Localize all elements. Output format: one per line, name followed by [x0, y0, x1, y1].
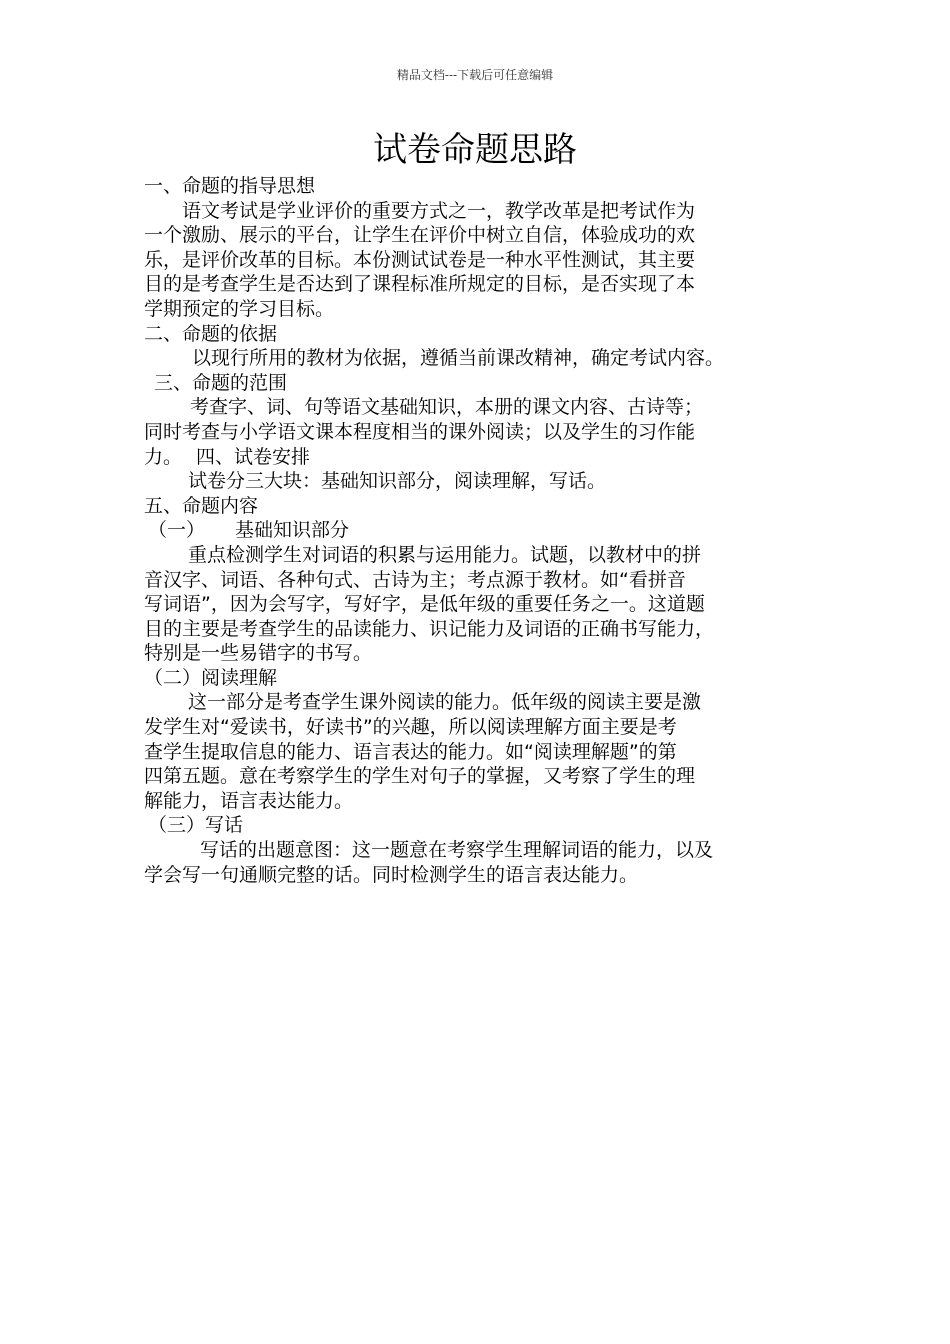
subsection-title: 基础知识部分 — [235, 519, 350, 542]
paragraph-line: 解能力，语言表达能力。 — [144, 789, 354, 812]
paragraph-line: 目的主要是考查学生的品读能力、识记能力及词语的正确书写能力， — [144, 617, 715, 640]
paragraph-line: 写词语”，因为会写字，写好字，是低年级的重要任务之一。这道题 — [144, 593, 705, 616]
paragraph-line: 这一部分是考查学生课外阅读的能力。低年级的阅读主要是激 — [188, 691, 702, 714]
section-heading-5: 五、命题内容 — [144, 494, 259, 517]
paragraph-line: 学会写一句通顺完整的话。同时检测学生的语言表达能力。 — [144, 863, 639, 886]
subsection-heading-1 — [144, 518, 824, 543]
section-heading-4: 四、试卷安排 — [196, 445, 311, 468]
paragraph-line: 特别是一些易错字的书写。 — [144, 642, 373, 665]
section-heading-2: 二、命题的依据 — [144, 322, 278, 345]
paragraph-line: 考查字、词、句等语文基础知识，本册的课文内容、古诗等； — [190, 396, 704, 419]
document-body — [144, 174, 824, 887]
paragraph-line: 音汉字、词语、各种句式、古诗为主；考点源于教材。如“看拼音 — [144, 568, 686, 591]
paragraph-line: 学期预定的学习目标。 — [144, 297, 335, 320]
paragraph-line: 写话的出题意图：这一题意在考察学生理解词语的能力，以及 — [200, 839, 714, 862]
paragraph-line: 四第五题。意在考察学生的学生对句子的掌握，又考察了学生的理 — [144, 765, 696, 788]
paragraph-line: 目的是考查学生是否达到了课程标准所规定的目标，是否实现了本 — [144, 273, 696, 296]
document-title: 试卷命题思路 — [373, 130, 577, 170]
page-header-note: 精品文档---下载后可任意编辑 — [396, 68, 554, 82]
section-heading-1: 一、命题的指导思想 — [144, 175, 316, 197]
subsection-heading-2: （二）阅读理解 — [144, 666, 278, 689]
section-heading-3: 三、命题的范围 — [154, 371, 288, 394]
paragraph-line-with-heading — [144, 445, 824, 470]
paragraph-line: 查学生提取信息的能力、语言表达的能力。如“阅读理解题”的第 — [144, 740, 677, 763]
subsection-heading-3: （三）写话 — [148, 814, 244, 837]
subsection-number: （一） — [148, 519, 206, 542]
paragraph-line: 重点检测学生对词语的积累与运用能力。试题，以教材中的拼 — [188, 543, 702, 566]
paragraph-line: 一个激励、展示的平台，让学生在评价中树立自信，体验成功的欢 — [144, 224, 696, 247]
paragraph-line: 发学生对“爱读书，好读书”的兴趣，所以阅读理解方面主要是考 — [144, 716, 677, 739]
paragraph-line: 同时考查与小学语文课本程度相当的课外阅读；以及学生的习作能 — [144, 420, 696, 443]
paragraph-line: 语文考试是学业评价的重要方式之一，教学改革是把考试作为 — [182, 199, 696, 222]
paragraph-text: 力。 — [144, 445, 183, 468]
paragraph-line: 以现行所用的教材为依据，遵循当前课改精神，确定考试内容。 — [192, 347, 725, 370]
paragraph-line: 试卷分三大块：基础知识部分，阅读理解，写话。 — [188, 470, 607, 493]
paragraph-line: 乐，是评价改革的目标。本份测试试卷是一种水平性测试，其主要 — [144, 248, 696, 271]
